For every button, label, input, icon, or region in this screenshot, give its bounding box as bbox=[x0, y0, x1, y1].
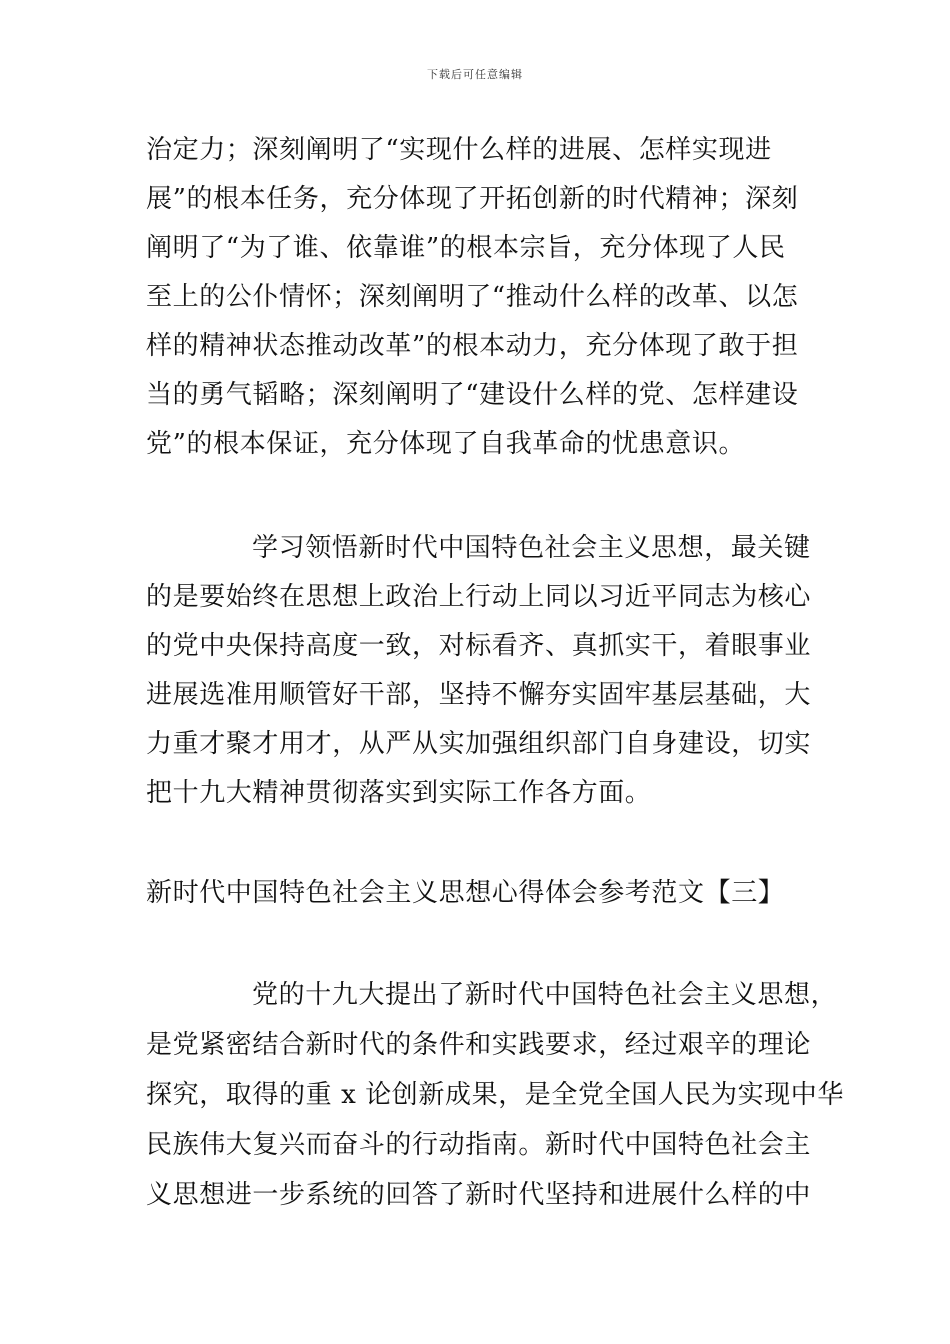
page-header-note: 下载后可任意编辑 bbox=[427, 68, 523, 81]
text-line: 的党中央保持高度一致，对标看齐、真抓实干，着眼事业 bbox=[146, 631, 812, 661]
text-line: 是党紧密结合新时代的条件和实践要求，经过艰辛的理论 bbox=[146, 1030, 812, 1060]
text-line: 义思想进一步系统的回答了新时代坚持和进展什么样的中 bbox=[146, 1180, 812, 1210]
text-line: 探究，取得的重 x 论创新成果，是全党全国人民为实现中华 bbox=[146, 1080, 844, 1110]
text-line: 样的精神状态推动改革”的根本动力，充分体现了敢于担 bbox=[146, 331, 799, 361]
text-line: 把十九大精神贯彻落实到实际工作各方面。 bbox=[146, 778, 652, 808]
text-line: 治定力；深刻阐明了“实现什么样的进展、怎样实现进 bbox=[146, 135, 772, 165]
text-line: 进展选准用顺管好干部，坚持不懈夯实固牢基层基础，大 bbox=[146, 680, 812, 710]
section-heading: 新时代中国特色社会主义思想心得体会参考范文【三】 bbox=[146, 878, 785, 908]
text-line: 力重才聚才用才，从严从实加强组织部门自身建设，切实 bbox=[146, 729, 812, 759]
text-line: 的是要始终在思想上政治上行动上同以习近平同志为核心 bbox=[146, 582, 812, 612]
text-line: 阐明了“为了谁、依靠谁”的根本宗旨，充分体现了人民 bbox=[146, 233, 786, 263]
text-line: 至上的公仆情怀；深刻阐明了“推动什么样的改革、以怎 bbox=[146, 282, 799, 312]
text-line: 党的十九大提出了新时代中国特色社会主义思想， bbox=[252, 980, 838, 1010]
text-line: 民族伟大复兴而奋斗的行动指南。新时代中国特色社会主 bbox=[146, 1130, 812, 1160]
text-line: 当的勇气韬略；深刻阐明了“建设什么样的党、怎样建设 bbox=[146, 380, 799, 410]
text-line: 学习领悟新时代中国特色社会主义思想，最关键 bbox=[252, 533, 811, 563]
text-line: 党”的根本保证，充分体现了自我革命的忧患意识。 bbox=[146, 429, 746, 459]
text-line: 展”的根本任务，充分体现了开拓创新的时代精神；深刻 bbox=[146, 184, 799, 214]
